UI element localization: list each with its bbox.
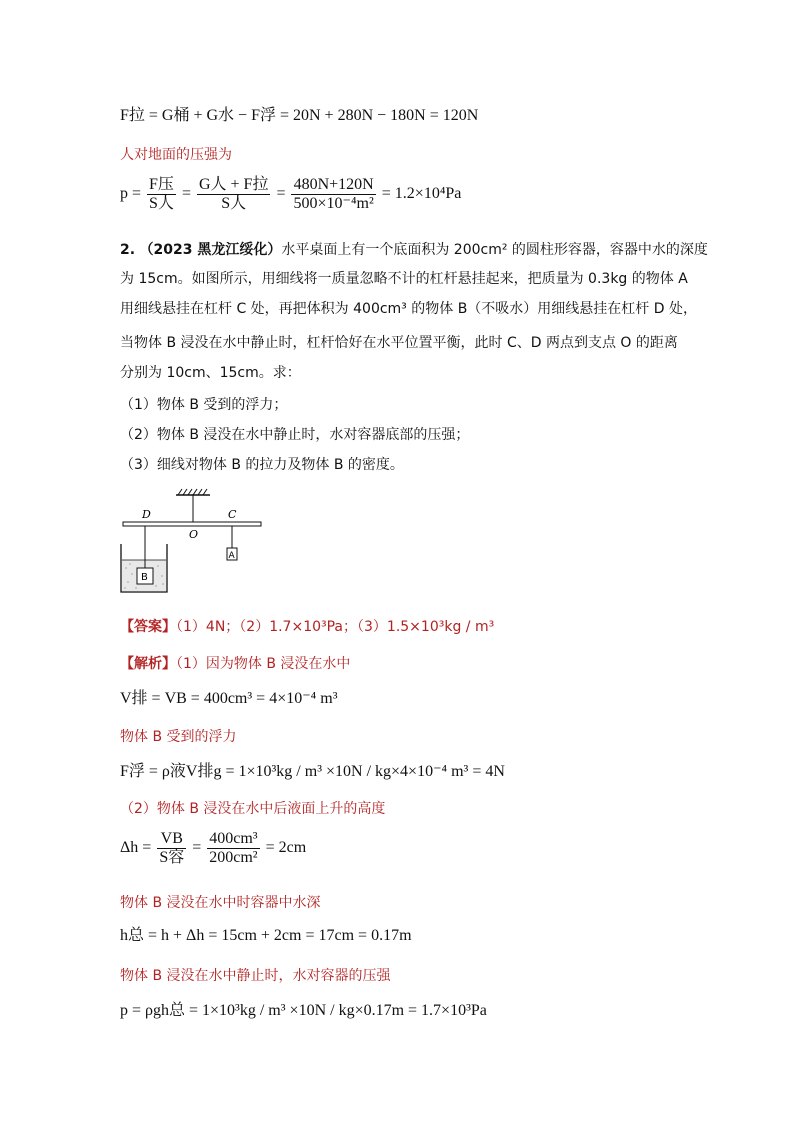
pressure-bottom-heading: 物体 B 浸没在水中静止时，水对容器的压强 [120,968,391,984]
problem-line-1 [120,240,708,260]
denominator: S容 [159,849,185,866]
equation-depth: h总 = h + Δh = 15cm + 2cm = 17cm = 0.17m [120,927,412,944]
denominator: S人 [197,194,270,213]
question-3: （3）细线对物体 B 的拉力及物体 B 的密度。 [120,457,404,473]
analysis-intro: （1）因为物体 B 浸没在水中 [176,656,351,672]
label-c: C [228,508,237,521]
answer-tag: 【答案】 [120,619,176,635]
equation-buoyancy: F浮 = ρ液V排g = 1×10³kg / m³ ×10N / kg×4×10⁻⁴ m³ = 4N [120,763,505,780]
problem-line-3: 用细线悬挂在杠杆 C 处，再把体积为 400cm³ 的物体 B（不吸水）用细线悬挂在杠杆 D 处， [120,301,697,317]
label-a: A [228,551,235,561]
problem-line-4: 当物体 B 浸没在水中静止时，杠杆恰好在水平位置平衡，此时 C、D 两点到支点 O 的距离 [120,335,678,351]
eq-result: = 2cm [265,839,307,857]
numerator: 480N+120N [293,176,374,193]
answer-line [120,617,494,637]
depth-heading: 物体 B 浸没在水中时容器中水深 [120,895,321,911]
lever-diagram [118,488,268,598]
numerator: F压 [149,176,174,193]
part2-heading: （2）物体 B 浸没在水中后液面上升的高度 [120,801,386,817]
problem-line-5: 分别为 10cm、15cm。求： [120,365,301,381]
equation-pull-force [120,106,478,126]
question-2: （2）物体 B 浸没在水中静止时，水对容器底部的压强； [120,427,470,443]
eq-lhs: p = [120,185,142,203]
label-b: B [141,572,148,583]
fraction [147,176,176,213]
buoyancy-heading: 物体 B 受到的浮力 [120,729,237,745]
pressure-heading: 人对地面的压强为 [120,147,232,163]
eq-lhs: Δh = [120,839,152,857]
analysis-tag: 【解析】 [120,656,176,672]
equation-text: F拉 = G桶 + G水 − F浮 = 20N + 280N − 180N = 120N [120,107,479,124]
eq-result: = 1.2×10⁴Pa [381,185,462,203]
numerator: VB [160,830,183,847]
denominator: S人 [149,195,174,212]
question-1: （1）物体 B 受到的浮力； [120,397,288,413]
equation-volume: V排 = VB = 400cm³ = 4×10⁻⁴ m³ [120,690,338,707]
ceiling-hatch [178,489,207,495]
denominator: 500×10⁻⁴m² [293,195,374,212]
fraction [291,176,375,213]
denominator: 200cm² [209,849,258,866]
label-o: O [189,528,199,541]
lever-bar [123,522,261,526]
problem-number: 2. [120,242,136,258]
equation-delta-h: Δh = $\frac{VB}{\text{S容}}$ = $\frac{\text{400cm³}}{\text{200cm²}}$ = 2cm [120,830,307,866]
problem-line-2: 为 15cm。如图所示，用细线将一质量忽略不计的杠杆悬挂起来，把质量为 0.3kg 的物体 A [120,271,688,287]
equation-bottom-pressure: p = ρgh总 = 1×10³kg / m³ ×10N / kg×0.17m = 1.7×10³Pa [120,1002,487,1019]
analysis-line [120,654,350,674]
numerator: 400cm³ [209,830,258,847]
fraction [197,176,270,213]
equation-pressure: p = $\frac{\text{F压}}{\text{S人}}$ = $\frac{\text{G人 + F拉}}{\text{S人}}$ = $\frac{480N+120N}{\text{500×10⁻⁴m²}}$ = 1.2×10⁴Pa [120,176,462,212]
fraction [157,830,186,867]
answer-text: （1）4N；（2）1.7×10³Pa；（3）1.5×10³kg / m³ [176,619,495,635]
problem-source: （2023 黑龙江绥化） [139,242,282,258]
numerator: G人 + F拉 [198,176,269,193]
label-d: D [142,508,151,521]
fraction [207,830,259,867]
problem-text: 水平桌面上有一个底面积为 200cm² 的圆柱形容器，容器中水的深度 [281,242,708,258]
